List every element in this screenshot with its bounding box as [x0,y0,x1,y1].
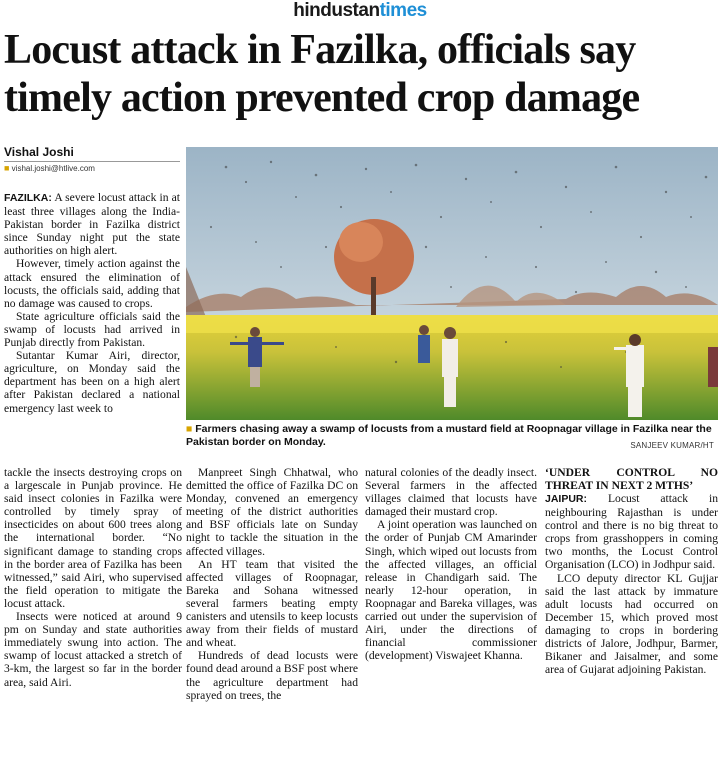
paragraph: natural colonies of the deadly insect. Several farmers in the affected villages claimed that locusts have damaged their mustard crop. [365,466,537,519]
paragraph: Sutantar Kumar Airi, director, agriculture, on Monday said the department has been on a high alert after Pakistan declared a national emergency last week to [4,349,180,415]
paragraph: An HT team that visited the affected villages of Roopnagar, Bareka and Sohana witnessed several farmers beating empty canisters and utensils to keep locusts away from their fields of mustard and wheat. [186,557,358,650]
dateline-jaipur: JAIPUR: [545,493,588,505]
byline-email: ■ vishal.joshi@htlive.com [4,163,95,173]
paragraph: tackle the insects destroying crops on a largescale in Punjab province. He said insect colonies in Fazilka were controlled by timely spray of insecticides on about 600 trees along the international border. “No significant damage to standing crops in the border area of Fazilka has been witnessed,” said Airi, who supervised the field operation to mitigate the locust attack. [4,466,182,610]
photo-caption: ■ Farmers chasing away a swamp of locusts from a mustard field at Roopnagar village in Fazilka near the Pakistan border on Monday. [186,423,712,448]
bullet-icon: ■ [4,163,10,173]
paragraph: State agriculture officials said the swamp of locusts had arrived in Punjab directly from Pakistan. [4,309,180,350]
dateline: FAZILKA: [4,192,52,204]
byline-divider [4,161,180,162]
paragraph: Manpreet Singh Chhatwal, who demitted the office of Fazilka DC on Monday, convened an emergency meeting of the district authorities and BSF officials late on Sunday night to tackle the situation in the affected villages. [186,466,358,558]
sidebar-subhead: ‘UNDER CONTROL NO THREAT IN NEXT 2 MTHS’ [545,466,718,492]
paragraph: However, timely action against the attack ensured the elimination of locusts, the officials said, adding that no damage was caused to crops. [4,257,180,310]
paragraph: LCO deputy director KL Gujjar said the last attack by immature adult locusts had occurred on December 15, which proved most damaging to crops in bordering districts of Jalore, Jodhpur, Barmer, Bikaner and Jaisalmer, and some area of Gujarat adjoining Pakistan. [545,571,718,677]
article-column-4: ‘UNDER CONTROL NO THREAT IN NEXT 2 MTHS’ JAIPUR: Locust attack in neighbouring Rajasthan is under control and there is no big threat to crops from grasshoppers in coming two months, the Locust Control Organisation (LCO) in Jodhpur said. LCO deputy director KL Gujjar said the last attack by immature adult locusts had occurred on December 15, which proved most damaging to crops in bordering districts of Jalore, Jodhpur, Barmer, Bikaner and Jaisalmer, and some area of Gujarat adjoining Pakistan. [545,466,719,677]
news-photo [186,147,718,420]
article-column-3 [365,466,537,662]
byline-author: Vishal Joshi [4,145,74,159]
caption-bullet-icon: ■ [186,423,193,435]
paragraph: Insects were noticed at around 9 pm on Sunday and state authorities immediately swung into action. The swamp of locust attacked a stretch of 3-km, the largest so far in the border area, said Airi. [4,610,182,689]
photo-credit: SANJEEV KUMAR/HT [630,441,714,450]
photo-illustration [186,147,718,420]
paragraph: Hundreds of dead locusts were found dead around a BSF post where the agriculture department had sprayed on trees, the [186,649,358,702]
headline: Locust attack in Fazilka, officials say timely action prevented crop damage [4,27,640,121]
masthead-logo: hindustantimes [293,0,427,21]
article-column-1-bottom [4,466,182,689]
paragraph: A joint operation was launched on the order of Punjab CM Amarinder Singh, which wiped out locusts from the affected villages, an official release in Chandigarh said. The nearly 12-hour operation, in Roopnagar and Bareka villages, was carried out under the supervision of Airi, under the directions of financial commissioner (development) Viswajeet Khanna. [365,518,537,663]
article-column-1-top: FAZILKA: A severe locust attack in at least three villages along the India-Pakistan border in Fazilka district since Sunday night put the state authorities on high alert. However, timely action against the attack ensured the elimination of locusts, the officials said, adding that no damage was caused to crops. State agriculture officials said the swamp of locusts had arrived in Punjab directly from Pakistan. Sutantar Kumar Airi, director, agriculture, on Monday said the department has been on a high alert after Pakistan declared a national emergency last week to [4,191,180,415]
article-column-2 [186,466,358,702]
